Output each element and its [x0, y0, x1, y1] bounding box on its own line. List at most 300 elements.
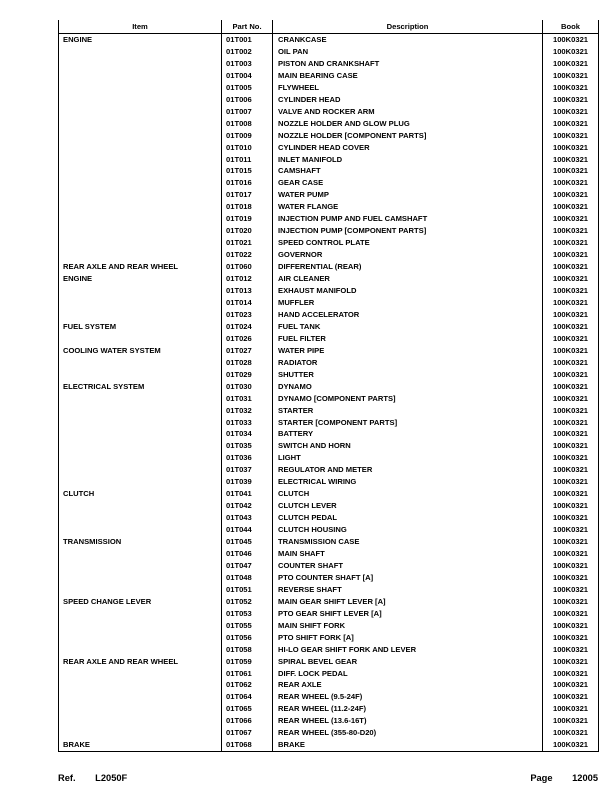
cell-book: 100K0321	[543, 715, 599, 727]
cell-item	[59, 560, 222, 572]
page-footer	[58, 773, 598, 789]
footer-page-label: Page	[530, 773, 553, 783]
table-row[interactable]	[59, 668, 599, 680]
cell-item	[59, 237, 222, 249]
cell-description: NOZZLE HOLDER [COMPONENT PARTS]	[273, 130, 543, 142]
cell-book: 100K0321	[543, 440, 599, 452]
cell-description: PTO GEAR SHIFT LEVER [A]	[273, 608, 543, 620]
table-row[interactable]	[59, 596, 599, 608]
cell-item	[59, 727, 222, 739]
cell-description: REAR WHEEL (355-80-D20)	[273, 727, 543, 739]
cell-description: CLUTCH PEDAL	[273, 512, 543, 524]
cell-item	[59, 452, 222, 464]
table-row[interactable]	[59, 488, 599, 500]
cell-description: WATER FLANGE	[273, 201, 543, 213]
cell-part-no: 01T006	[222, 94, 273, 106]
cell-book: 100K0321	[543, 381, 599, 393]
cell-description: COUNTER SHAFT	[273, 560, 543, 572]
cell-book: 100K0321	[543, 644, 599, 656]
cell-item	[59, 94, 222, 106]
cell-item	[59, 369, 222, 381]
table-row[interactable]	[59, 644, 599, 656]
cell-book: 100K0321	[543, 584, 599, 596]
cell-part-no: 01T035	[222, 440, 273, 452]
cell-book: 100K0321	[543, 34, 599, 46]
cell-item	[59, 620, 222, 632]
cell-part-no: 01T026	[222, 333, 273, 345]
cell-part-no: 01T010	[222, 142, 273, 154]
cell-book: 100K0321	[543, 82, 599, 94]
cell-description: GEAR CASE	[273, 177, 543, 189]
cell-description: BATTERY	[273, 428, 543, 440]
table-header-row	[59, 20, 599, 34]
cell-book: 100K0321	[543, 739, 599, 751]
cell-description: MAIN SHAFT	[273, 548, 543, 560]
table-row[interactable]	[59, 524, 599, 536]
cell-item	[59, 225, 222, 237]
cell-part-no: 01T056	[222, 632, 273, 644]
cell-part-no: 01T044	[222, 524, 273, 536]
table-body	[59, 34, 599, 752]
cell-book: 100K0321	[543, 488, 599, 500]
table-row[interactable]	[59, 321, 599, 333]
table-row[interactable]	[59, 130, 599, 142]
table-row[interactable]	[59, 142, 599, 154]
column-header-part-no: Part No.	[222, 20, 273, 34]
cell-item: ELECTRICAL SYSTEM	[59, 381, 222, 393]
cell-item	[59, 309, 222, 321]
table-row[interactable]	[59, 691, 599, 703]
cell-description: CYLINDER HEAD COVER	[273, 142, 543, 154]
table-row[interactable]	[59, 34, 599, 46]
cell-description: TRANSMISSION CASE	[273, 536, 543, 548]
cell-book: 100K0321	[543, 620, 599, 632]
cell-description: REGULATOR AND METER	[273, 464, 543, 476]
cell-item	[59, 572, 222, 584]
table-row[interactable]	[59, 620, 599, 632]
cell-part-no: 01T046	[222, 548, 273, 560]
table-row[interactable]	[59, 58, 599, 70]
cell-book: 100K0321	[543, 154, 599, 166]
cell-item	[59, 584, 222, 596]
cell-description: REAR WHEEL (13.6-16T)	[273, 715, 543, 727]
cell-item: TRANSMISSION	[59, 536, 222, 548]
column-header-book: Book	[543, 20, 599, 34]
cell-item	[59, 548, 222, 560]
cell-item	[59, 130, 222, 142]
cell-item	[59, 297, 222, 309]
cell-item: REAR AXLE AND REAR WHEEL	[59, 261, 222, 273]
cell-description: RADIATOR	[273, 357, 543, 369]
cell-book: 100K0321	[543, 333, 599, 345]
footer-ref-value: L2050F	[95, 773, 128, 783]
cell-item	[59, 632, 222, 644]
cell-item	[59, 58, 222, 70]
cell-description: ELECTRICAL WIRING	[273, 476, 543, 488]
cell-part-no: 01T041	[222, 488, 273, 500]
cell-description: AIR CLEANER	[273, 273, 543, 285]
table-row[interactable]	[59, 572, 599, 584]
cell-book: 100K0321	[543, 357, 599, 369]
table-row[interactable]	[59, 357, 599, 369]
table-row[interactable]	[59, 428, 599, 440]
table-row[interactable]	[59, 393, 599, 405]
cell-item	[59, 201, 222, 213]
cell-part-no: 01T004	[222, 70, 273, 82]
cell-description: DIFF. LOCK PEDAL	[273, 668, 543, 680]
cell-item	[59, 70, 222, 82]
cell-part-no: 01T062	[222, 679, 273, 691]
cell-part-no: 01T022	[222, 249, 273, 261]
cell-description: REVERSE SHAFT	[273, 584, 543, 596]
table-row[interactable]	[59, 440, 599, 452]
table-row[interactable]	[59, 273, 599, 285]
cell-book: 100K0321	[543, 727, 599, 739]
cell-book: 100K0321	[543, 668, 599, 680]
table-row[interactable]	[59, 309, 599, 321]
cell-item	[59, 679, 222, 691]
cell-item: ENGINE	[59, 34, 222, 46]
cell-item	[59, 118, 222, 130]
cell-book: 100K0321	[543, 691, 599, 703]
cell-book: 100K0321	[543, 560, 599, 572]
cell-item	[59, 668, 222, 680]
table-row[interactable]	[59, 584, 599, 596]
cell-book: 100K0321	[543, 249, 599, 261]
cell-item: REAR AXLE AND REAR WHEEL	[59, 656, 222, 668]
cell-book: 100K0321	[543, 596, 599, 608]
cell-description: DYNAMO [COMPONENT PARTS]	[273, 393, 543, 405]
cell-book: 100K0321	[543, 428, 599, 440]
cell-item: BRAKE	[59, 739, 222, 751]
cell-part-no: 01T023	[222, 309, 273, 321]
cell-description: FUEL FILTER	[273, 333, 543, 345]
cell-description: SWITCH AND HORN	[273, 440, 543, 452]
cell-part-no: 01T039	[222, 476, 273, 488]
table-row[interactable]	[59, 548, 599, 560]
cell-part-no: 01T003	[222, 58, 273, 70]
cell-description: MAIN SHIFT FORK	[273, 620, 543, 632]
cell-book: 100K0321	[543, 225, 599, 237]
cell-part-no: 01T027	[222, 345, 273, 357]
table-row[interactable]	[59, 225, 599, 237]
cell-book: 100K0321	[543, 106, 599, 118]
cell-description: SPEED CONTROL PLATE	[273, 237, 543, 249]
cell-item	[59, 715, 222, 727]
cell-item: SPEED CHANGE LEVER	[59, 596, 222, 608]
cell-part-no: 01T021	[222, 237, 273, 249]
cell-part-no: 01T030	[222, 381, 273, 393]
table-row[interactable]	[59, 405, 599, 417]
cell-book: 100K0321	[543, 297, 599, 309]
cell-description: PTO SHIFT FORK [A]	[273, 632, 543, 644]
table-row[interactable]	[59, 70, 599, 82]
cell-part-no: 01T058	[222, 644, 273, 656]
cell-item	[59, 500, 222, 512]
cell-part-no: 01T005	[222, 82, 273, 94]
table-row[interactable]	[59, 154, 599, 166]
cell-part-no: 01T067	[222, 727, 273, 739]
cell-part-no: 01T014	[222, 297, 273, 309]
cell-item: COOLING WATER SYSTEM	[59, 345, 222, 357]
table-row[interactable]	[59, 82, 599, 94]
cell-item	[59, 213, 222, 225]
cell-book: 100K0321	[543, 142, 599, 154]
cell-book: 100K0321	[543, 130, 599, 142]
cell-book: 100K0321	[543, 393, 599, 405]
cell-part-no: 01T019	[222, 213, 273, 225]
table-row[interactable]	[59, 381, 599, 393]
cell-book: 100K0321	[543, 201, 599, 213]
cell-description: DIFFERENTIAL (REAR)	[273, 261, 543, 273]
cell-part-no: 01T009	[222, 130, 273, 142]
cell-part-no: 01T018	[222, 201, 273, 213]
cell-item	[59, 46, 222, 58]
cell-description: MAIN GEAR SHIFT LEVER [A]	[273, 596, 543, 608]
cell-part-no: 01T045	[222, 536, 273, 548]
cell-description: WATER PUMP	[273, 189, 543, 201]
cell-part-no: 01T053	[222, 608, 273, 620]
cell-description: PTO COUNTER SHAFT [A]	[273, 572, 543, 584]
cell-item	[59, 189, 222, 201]
table-row[interactable]	[59, 656, 599, 668]
cell-part-no: 01T008	[222, 118, 273, 130]
cell-book: 100K0321	[543, 572, 599, 584]
cell-item	[59, 691, 222, 703]
table-row[interactable]	[59, 106, 599, 118]
cell-book: 100K0321	[543, 309, 599, 321]
footer-page	[530, 773, 598, 783]
cell-description: CYLINDER HEAD	[273, 94, 543, 106]
cell-description: EXHAUST MANIFOLD	[273, 285, 543, 297]
cell-description: LIGHT	[273, 452, 543, 464]
cell-book: 100K0321	[543, 608, 599, 620]
cell-book: 100K0321	[543, 165, 599, 177]
cell-part-no: 01T059	[222, 656, 273, 668]
cell-part-no: 01T013	[222, 285, 273, 297]
cell-item	[59, 177, 222, 189]
cell-part-no: 01T033	[222, 417, 273, 429]
table-row[interactable]	[59, 177, 599, 189]
table-row[interactable]	[59, 452, 599, 464]
cell-item	[59, 333, 222, 345]
cell-book: 100K0321	[543, 703, 599, 715]
cell-item	[59, 154, 222, 166]
cell-part-no: 01T042	[222, 500, 273, 512]
cell-part-no: 01T066	[222, 715, 273, 727]
cell-description: VALVE AND ROCKER ARM	[273, 106, 543, 118]
cell-description: DYNAMO	[273, 381, 543, 393]
cell-item	[59, 417, 222, 429]
cell-description: STARTER [COMPONENT PARTS]	[273, 417, 543, 429]
cell-description: GOVERNOR	[273, 249, 543, 261]
cell-part-no: 01T015	[222, 165, 273, 177]
cell-book: 100K0321	[543, 285, 599, 297]
cell-description: HI-LO GEAR SHIFT FORK AND LEVER	[273, 644, 543, 656]
cell-book: 100K0321	[543, 500, 599, 512]
table-row[interactable]	[59, 560, 599, 572]
cell-part-no: 01T017	[222, 189, 273, 201]
table-row[interactable]	[59, 94, 599, 106]
cell-part-no: 01T036	[222, 452, 273, 464]
table-row[interactable]	[59, 500, 599, 512]
cell-part-no: 01T020	[222, 225, 273, 237]
cell-part-no: 01T016	[222, 177, 273, 189]
cell-book: 100K0321	[543, 345, 599, 357]
cell-book: 100K0321	[543, 46, 599, 58]
cell-part-no: 01T068	[222, 739, 273, 751]
cell-part-no: 01T065	[222, 703, 273, 715]
cell-book: 100K0321	[543, 213, 599, 225]
cell-part-no: 01T012	[222, 273, 273, 285]
cell-part-no: 01T060	[222, 261, 273, 273]
table-row[interactable]	[59, 165, 599, 177]
cell-description: CLUTCH HOUSING	[273, 524, 543, 536]
cell-item	[59, 82, 222, 94]
cell-book: 100K0321	[543, 452, 599, 464]
table-row[interactable]	[59, 118, 599, 130]
cell-item	[59, 512, 222, 524]
cell-description: SPIRAL BEVEL GEAR	[273, 656, 543, 668]
cell-description: STARTER	[273, 405, 543, 417]
cell-book: 100K0321	[543, 476, 599, 488]
table-row[interactable]	[59, 261, 599, 273]
cell-description: NOZZLE HOLDER AND GLOW PLUG	[273, 118, 543, 130]
cell-description: MAIN BEARING CASE	[273, 70, 543, 82]
cell-part-no: 01T047	[222, 560, 273, 572]
cell-description: FUEL TANK	[273, 321, 543, 333]
cell-item	[59, 357, 222, 369]
cell-part-no: 01T043	[222, 512, 273, 524]
table-row[interactable]	[59, 703, 599, 715]
cell-part-no: 01T029	[222, 369, 273, 381]
cell-book: 100K0321	[543, 464, 599, 476]
cell-part-no: 01T001	[222, 34, 273, 46]
cell-book: 100K0321	[543, 321, 599, 333]
cell-book: 100K0321	[543, 679, 599, 691]
cell-part-no: 01T011	[222, 154, 273, 166]
cell-part-no: 01T037	[222, 464, 273, 476]
cell-item	[59, 608, 222, 620]
cell-item	[59, 428, 222, 440]
table-row[interactable]	[59, 213, 599, 225]
cell-part-no: 01T007	[222, 106, 273, 118]
cell-item: ENGINE	[59, 273, 222, 285]
cell-book: 100K0321	[543, 417, 599, 429]
cell-part-no: 01T051	[222, 584, 273, 596]
cell-description: CAMSHAFT	[273, 165, 543, 177]
cell-item: CLUTCH	[59, 488, 222, 500]
cell-description: SHUTTER	[273, 369, 543, 381]
table-row[interactable]	[59, 297, 599, 309]
footer-page-value: 12005	[572, 773, 598, 783]
cell-item	[59, 644, 222, 656]
cell-part-no: 01T002	[222, 46, 273, 58]
cell-item	[59, 405, 222, 417]
table-row[interactable]	[59, 536, 599, 548]
cell-item	[59, 106, 222, 118]
table-header	[59, 20, 599, 34]
cell-description: CLUTCH	[273, 488, 543, 500]
table-row[interactable]	[59, 285, 599, 297]
cell-item	[59, 285, 222, 297]
table-row[interactable]	[59, 249, 599, 261]
table-row[interactable]	[59, 369, 599, 381]
table-row[interactable]	[59, 201, 599, 213]
cell-part-no: 01T052	[222, 596, 273, 608]
table-row[interactable]	[59, 632, 599, 644]
column-header-description: Description	[273, 20, 543, 34]
cell-description: HAND ACCELERATOR	[273, 309, 543, 321]
cell-item	[59, 464, 222, 476]
cell-description: MUFFLER	[273, 297, 543, 309]
cell-book: 100K0321	[543, 632, 599, 644]
cell-description: FLYWHEEL	[273, 82, 543, 94]
cell-item	[59, 440, 222, 452]
table-row[interactable]	[59, 417, 599, 429]
table-row[interactable]	[59, 608, 599, 620]
table-row[interactable]	[59, 476, 599, 488]
cell-description: CRANKCASE	[273, 34, 543, 46]
cell-description: INJECTION PUMP [COMPONENT PARTS]	[273, 225, 543, 237]
footer-ref-label: Ref.	[58, 773, 76, 783]
cell-item	[59, 476, 222, 488]
cell-book: 100K0321	[543, 261, 599, 273]
table-row[interactable]	[59, 333, 599, 345]
cell-description: REAR AXLE	[273, 679, 543, 691]
cell-book: 100K0321	[543, 524, 599, 536]
cell-part-no: 01T024	[222, 321, 273, 333]
cell-book: 100K0321	[543, 58, 599, 70]
cell-item	[59, 142, 222, 154]
table-row[interactable]	[59, 512, 599, 524]
cell-description: PISTON AND CRANKSHAFT	[273, 58, 543, 70]
cell-description: INLET MANIFOLD	[273, 154, 543, 166]
cell-book: 100K0321	[543, 237, 599, 249]
table-row[interactable]	[59, 679, 599, 691]
cell-book: 100K0321	[543, 177, 599, 189]
cell-book: 100K0321	[543, 118, 599, 130]
cell-item	[59, 249, 222, 261]
cell-description: INJECTION PUMP AND FUEL CAMSHAFT	[273, 213, 543, 225]
cell-description: CLUTCH LEVER	[273, 500, 543, 512]
cell-description: OIL PAN	[273, 46, 543, 58]
table-row[interactable]	[59, 189, 599, 201]
cell-item: FUEL SYSTEM	[59, 321, 222, 333]
cell-book: 100K0321	[543, 656, 599, 668]
cell-book: 100K0321	[543, 94, 599, 106]
cell-part-no: 01T064	[222, 691, 273, 703]
cell-book: 100K0321	[543, 405, 599, 417]
cell-item	[59, 165, 222, 177]
column-header-item: Item	[59, 20, 222, 34]
footer-reference	[58, 773, 127, 783]
table-row[interactable]	[59, 345, 599, 357]
table-row[interactable]	[59, 739, 599, 751]
cell-description: REAR WHEEL (11.2-24F)	[273, 703, 543, 715]
table-row[interactable]	[59, 237, 599, 249]
cell-part-no: 01T031	[222, 393, 273, 405]
table-row[interactable]	[59, 727, 599, 739]
cell-book: 100K0321	[543, 548, 599, 560]
cell-part-no: 01T055	[222, 620, 273, 632]
cell-book: 100K0321	[543, 70, 599, 82]
cell-description: BRAKE	[273, 739, 543, 751]
cell-part-no: 01T032	[222, 405, 273, 417]
table-row[interactable]	[59, 715, 599, 727]
table-row[interactable]	[59, 46, 599, 58]
table-row[interactable]	[59, 464, 599, 476]
